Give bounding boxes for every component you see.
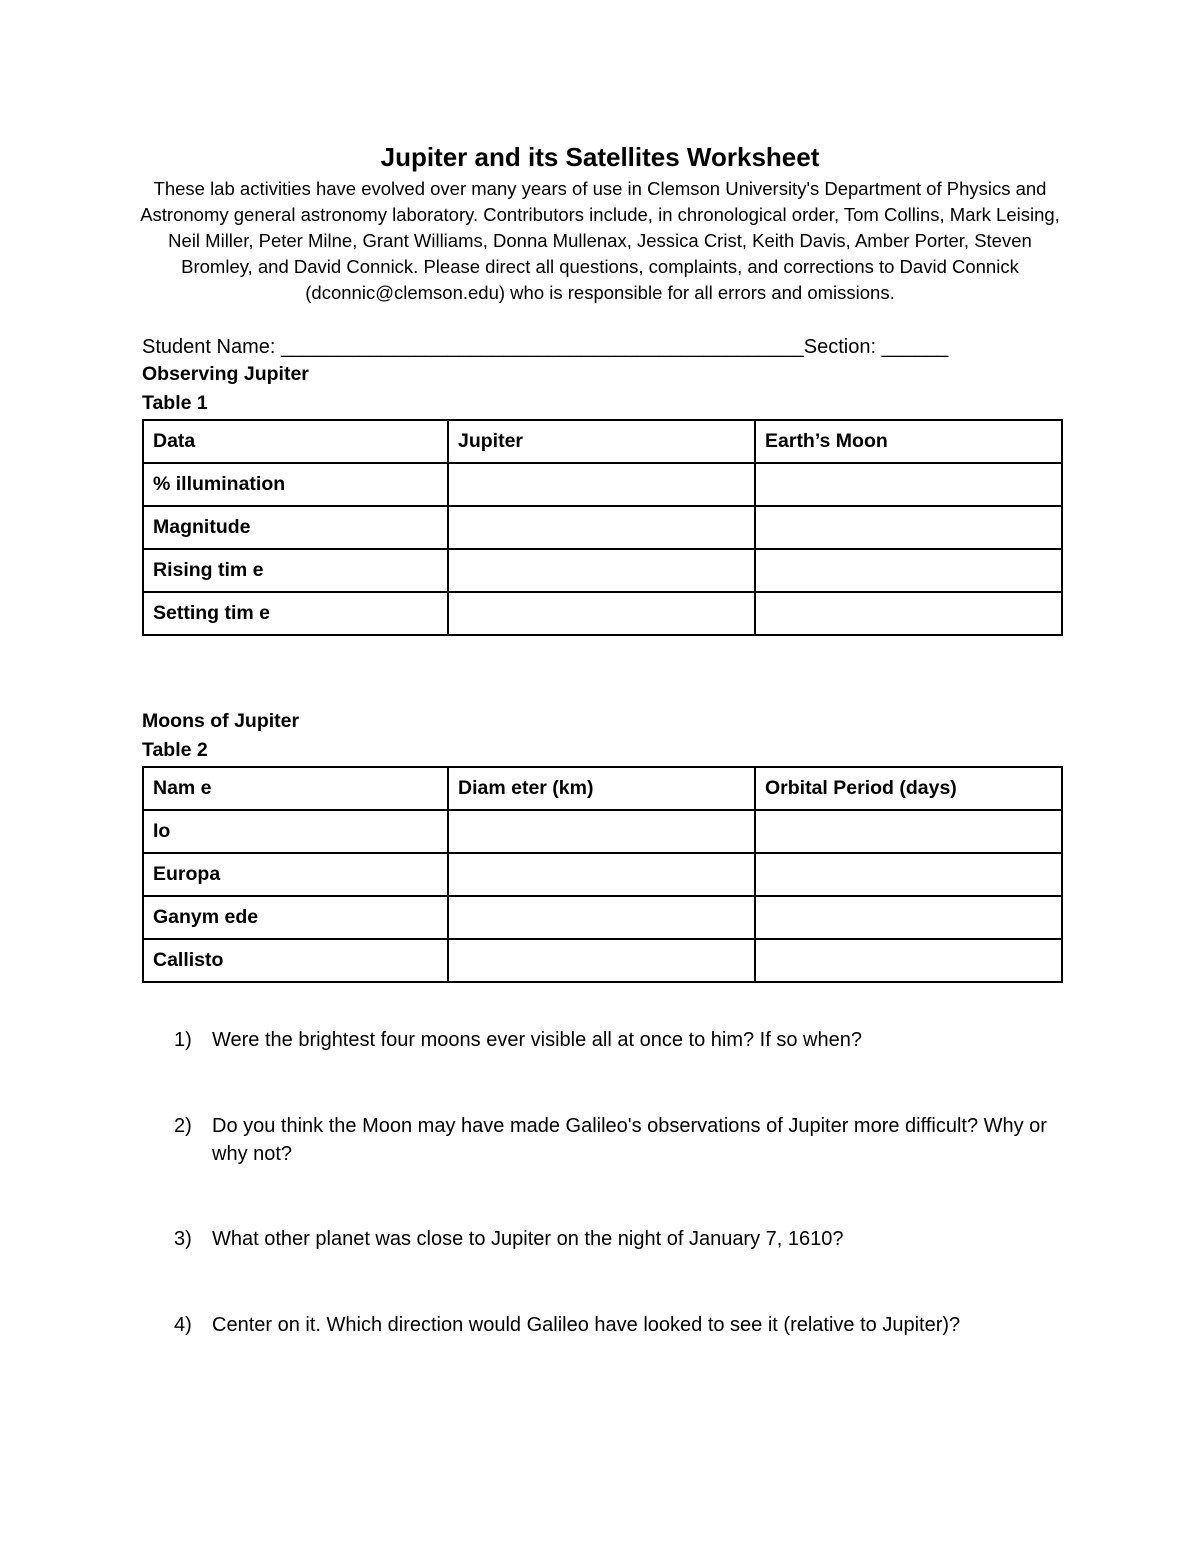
moon-name-cell: Europa — [143, 853, 448, 896]
orbital-period-answer-cell[interactable] — [755, 853, 1062, 896]
question-text: Were the brightest four moons ever visible all at once to him? If so when? — [212, 1029, 862, 1051]
moon-answer-cell[interactable] — [755, 463, 1062, 506]
moon-name-cell: Io — [143, 810, 448, 853]
question-number: 3) — [174, 1228, 192, 1250]
row-label-cell: Setting tim e — [143, 592, 448, 635]
table-1-observing-jupiter — [142, 419, 1063, 636]
student-name-section-line: Student Name: _______________________________________________Section: ______ — [142, 336, 949, 358]
moon-answer-cell[interactable] — [755, 592, 1062, 635]
row-label-cell: Magnitude — [143, 506, 448, 549]
orbital-period-answer-cell[interactable] — [755, 810, 1062, 853]
section-heading-moons-of-jupiter: Moons of Jupiter — [142, 710, 300, 732]
jupiter-answer-cell[interactable] — [448, 506, 755, 549]
question-item — [174, 1112, 1054, 1168]
question-number: 1) — [174, 1029, 192, 1051]
diameter-answer-cell[interactable] — [448, 896, 755, 939]
orbital-period-answer-cell[interactable] — [755, 939, 1062, 982]
diameter-answer-cell[interactable] — [448, 810, 755, 853]
table-row — [143, 549, 1062, 592]
question-item — [174, 1311, 1054, 1339]
table-row — [143, 463, 1062, 506]
section-heading-observing-jupiter: Observing Jupiter — [142, 363, 309, 385]
question-item — [174, 1225, 1054, 1253]
table-1-label: Table 1 — [142, 392, 208, 414]
question-text: What other planet was close to Jupiter on the night of January 7, 1610? — [212, 1228, 844, 1250]
diameter-answer-cell[interactable] — [448, 939, 755, 982]
table-2-moons-of-jupiter — [142, 766, 1063, 983]
jupiter-answer-cell[interactable] — [448, 549, 755, 592]
table-row — [143, 767, 1062, 810]
table-row — [143, 853, 1062, 896]
row-label-cell: % illumination — [143, 463, 448, 506]
diameter-answer-cell[interactable] — [448, 853, 755, 896]
table-row — [143, 896, 1062, 939]
table-row — [143, 420, 1062, 463]
table-row — [143, 506, 1062, 549]
orbital-period-answer-cell[interactable] — [755, 896, 1062, 939]
table-header-cell: Diam eter (km) — [448, 767, 755, 810]
table-header-cell: Data — [143, 420, 448, 463]
table-row — [143, 592, 1062, 635]
intro-paragraph: These lab activities have evolved over many years of use in Clemson University's Department of Physics and Astronomy general astronomy laboratory. Contributors include, in chronological order, Tom Collins, Mark Leising, Neil Miller, Peter Milne, Grant Williams, Donna Mullenax, Jessica Crist, Keith Davis, Amber Porter, Steven Bromley, and David Connick. Please direct all questions, complaints, and corrections to David Connick (dconnic@clemson.edu) who is responsible for all errors and omissions. — [140, 178, 1060, 303]
table-row — [143, 939, 1062, 982]
question-number: 2) — [174, 1115, 192, 1137]
question-text: Center on it. Which direction would Galileo have looked to see it (relative to Jupiter)? — [212, 1314, 961, 1336]
jupiter-answer-cell[interactable] — [448, 592, 755, 635]
table-2-label: Table 2 — [142, 739, 208, 761]
row-label-cell: Rising tim e — [143, 549, 448, 592]
moon-answer-cell[interactable] — [755, 549, 1062, 592]
question-item — [174, 1026, 1054, 1054]
jupiter-answer-cell[interactable] — [448, 463, 755, 506]
moon-name-cell: Ganym ede — [143, 896, 448, 939]
table-header-cell: Jupiter — [448, 420, 755, 463]
moon-name-cell: Callisto — [143, 939, 448, 982]
table-header-cell: Orbital Period (days) — [755, 767, 1062, 810]
table-header-cell: Nam e — [143, 767, 448, 810]
worksheet-title: Jupiter and its Satellites Worksheet — [380, 142, 820, 172]
question-number: 4) — [174, 1314, 192, 1336]
moon-answer-cell[interactable] — [755, 506, 1062, 549]
table-header-cell: Earth’s Moon — [755, 420, 1062, 463]
question-text: Do you think the Moon may have made Galileo's observations of Jupiter more difficult? Why or why not? — [212, 1115, 1047, 1165]
table-row — [143, 810, 1062, 853]
